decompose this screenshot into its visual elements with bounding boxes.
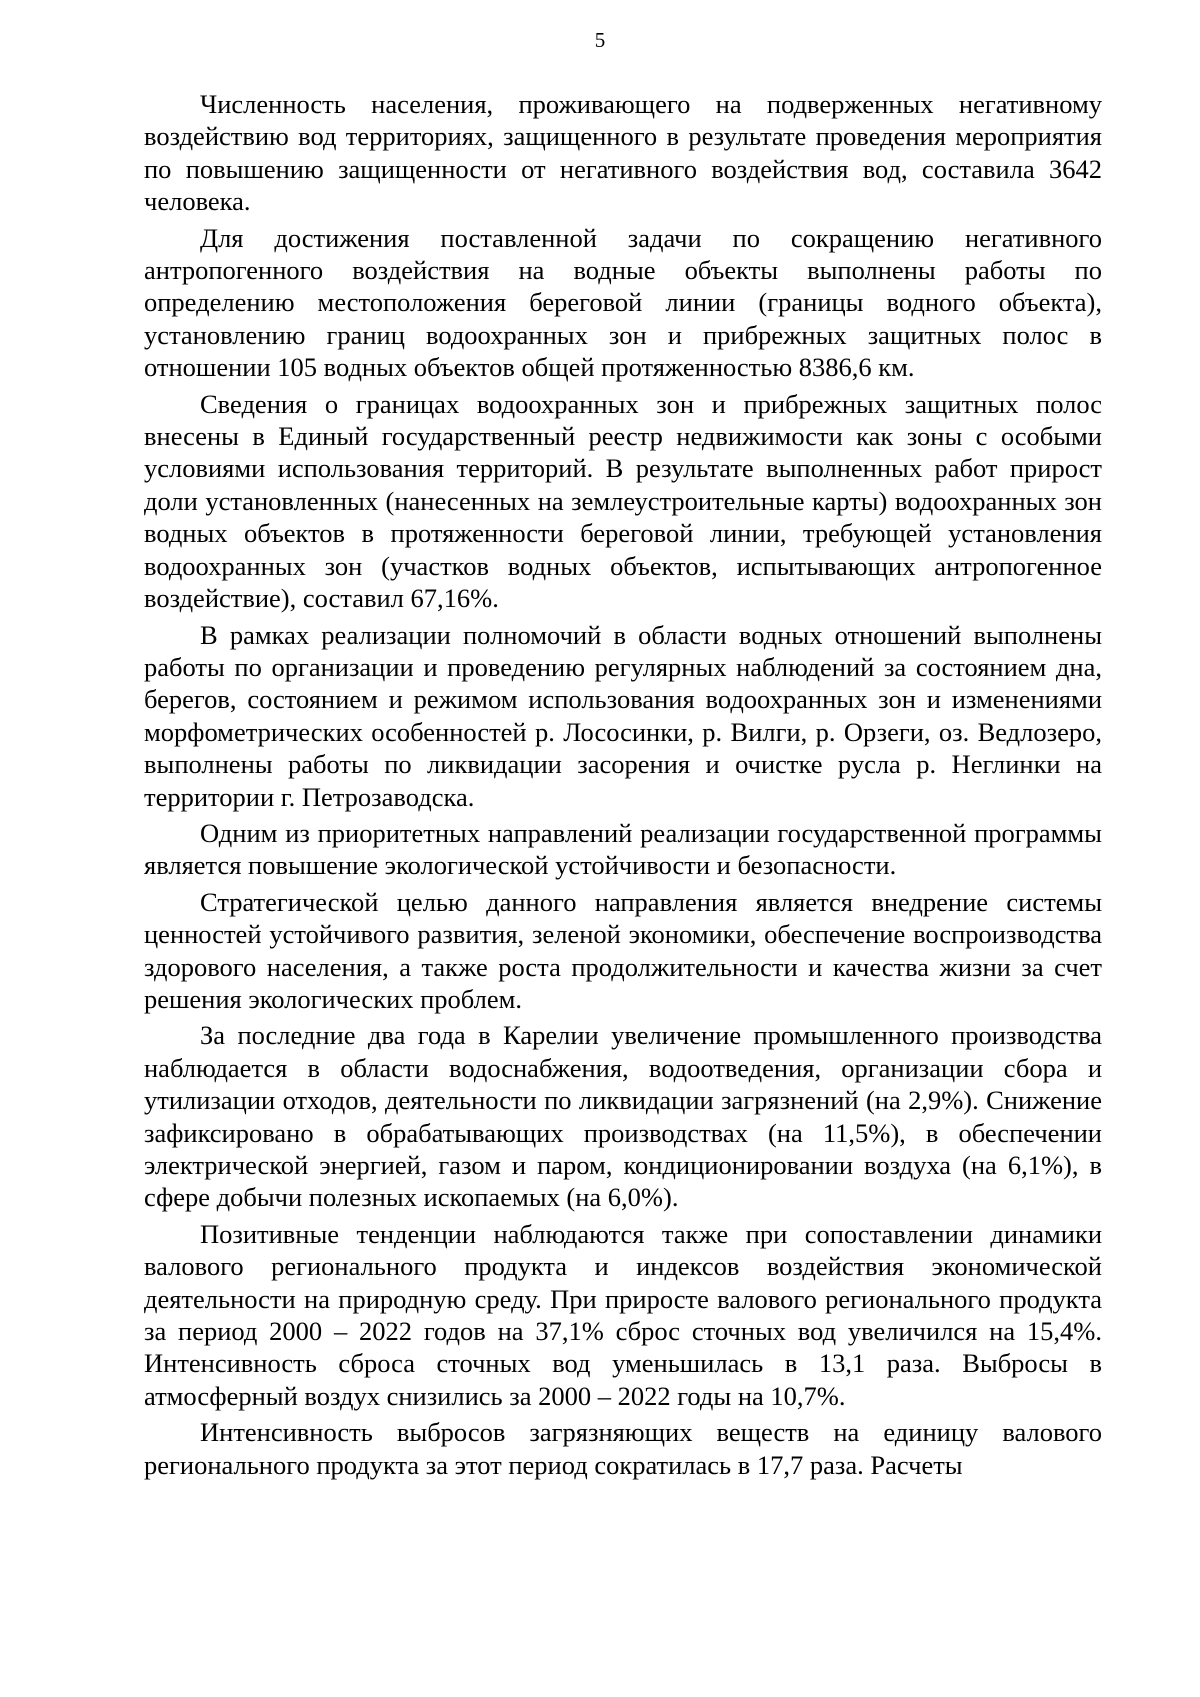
paragraph-emission-intensity: Интенсивность выбросов загрязняющих веществ на единицу валового регионального продукта за этот период сократилась в 17,7 раза. Расчеты xyxy=(144,1417,1102,1480)
paragraph-protected-population: Численность населения, проживающего на подверженных негативному воздействию вод территориях, защищенного в результате проведения мероприятия по повышению защищенности от негативного воздействия вод, составила 3642 человека. xyxy=(144,89,1102,217)
page-number: 5 xyxy=(594,28,606,52)
paragraph-shoreline-works: Для достижения поставленной задачи по сокращению негативного антропогенного воздействия на водные объекты выполнены работы по определению местоположения береговой линии (границы водного объекта), установлению границ водоохранных зон и прибрежных защитных полос в отношении 105 водных объектов общей протяженностью 8386,6 км. xyxy=(144,222,1102,383)
document-body xyxy=(144,88,1102,1485)
paragraph-grp-dynamics: Позитивные тенденции наблюдаются также при сопоставлении динамики валового регионального продукта и индексов воздействия экономической деятельности на природную среду. При приросте валового регионального продукта за период 2000 – 2022 годов на 37,1% сброс сточных вод увеличился на 15,4%. Интенсивность сброса сточных вод уменьшилась в 13,1 раза. Выбросы в атмосферный воздух снизились за 2000 – 2022 годы на 10,7%. xyxy=(144,1218,1102,1411)
paragraph-water-protection-zones: Сведения о границах водоохранных зон и прибрежных защитных полос внесены в Единый государственный реестр недвижимости как зоны с особыми условиями использования территорий. В результате выполненных работ прирост доли установленных (нанесенных на землеустроительные карты) водоохранных зон водных объектов в протяженности береговой линии, требующей установления водоохранных зон (участков водных объектов, испытывающих антропогенное воздействие), составил 67,16%. xyxy=(144,388,1102,614)
paragraph-water-monitoring: В рамках реализации полномочий в области водных отношений выполнены работы по организации и проведению регулярных наблюдений за состоянием дна, берегов, состоянием и режимом использования водоохранных зон и изменениями морфометрических особенностей р. Лососинки, р. Вилги, р. Орзеги, оз. Ведлозеро, выполнены работы по ликвидации засорения и очистке русла р. Неглинки на территории г. Петрозаводска. xyxy=(144,619,1102,812)
paragraph-priority-direction: Одним из приоритетных направлений реализации государственной программы является повышение экологической устойчивости и безопасности. xyxy=(144,817,1102,881)
paragraph-strategic-goal: Стратегической целью данного направления является внедрение системы ценностей устойчивого развития, зеленой экономики, обеспечение воспроизводства здорового населения, а также роста продолжительности и качества жизни за счет решения экологических проблем. xyxy=(144,886,1102,1014)
paragraph-industrial-production: За последние два года в Карелии увеличение промышленного производства наблюдается в области водоснабжения, водоотведения, организации сбора и утилизации отходов, деятельности по ликвидации загрязнений (на 2,9%). Снижение зафиксировано в обрабатывающих производствах (на 11,5%), в обеспечении электрической энергией, газом и паром, кондиционировании воздуха (на 6,1%), в сфере добычи полезных ископаемых (на 6,0%). xyxy=(144,1020,1102,1213)
